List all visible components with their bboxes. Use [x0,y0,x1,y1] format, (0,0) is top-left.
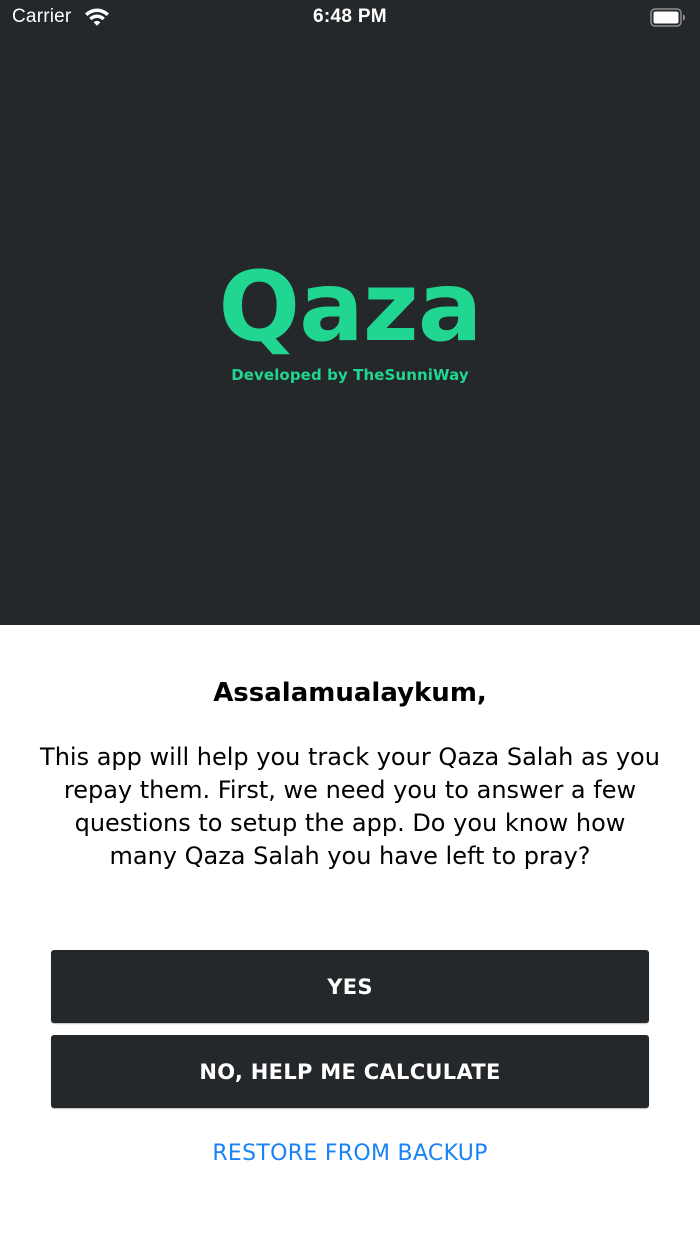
clock-time: 6:48 PM [313,6,387,27]
app-logo [0,252,700,384]
greeting-heading: Assalamualaykum, [213,678,487,708]
intro-message: This app will help you track your Qaza Salah as you repay them. First, we need you to answer a few questions to setup the app. Do you know how many Qaza Salah you have left to pray? [40,743,660,870]
yes-button[interactable]: YES [51,950,649,1023]
status-bar [0,0,700,36]
app-name-logo: Qaza [218,251,482,363]
restore-from-backup-link[interactable]: RESTORE FROM BACKUP [212,1141,488,1166]
help-me-calculate-button[interactable]: NO, HELP ME CALCULATE [51,1035,649,1108]
battery-full-icon [650,8,686,27]
developer-tagline: Developed by TheSunniWay [231,366,469,384]
carrier-label: Carrier [12,6,72,27]
